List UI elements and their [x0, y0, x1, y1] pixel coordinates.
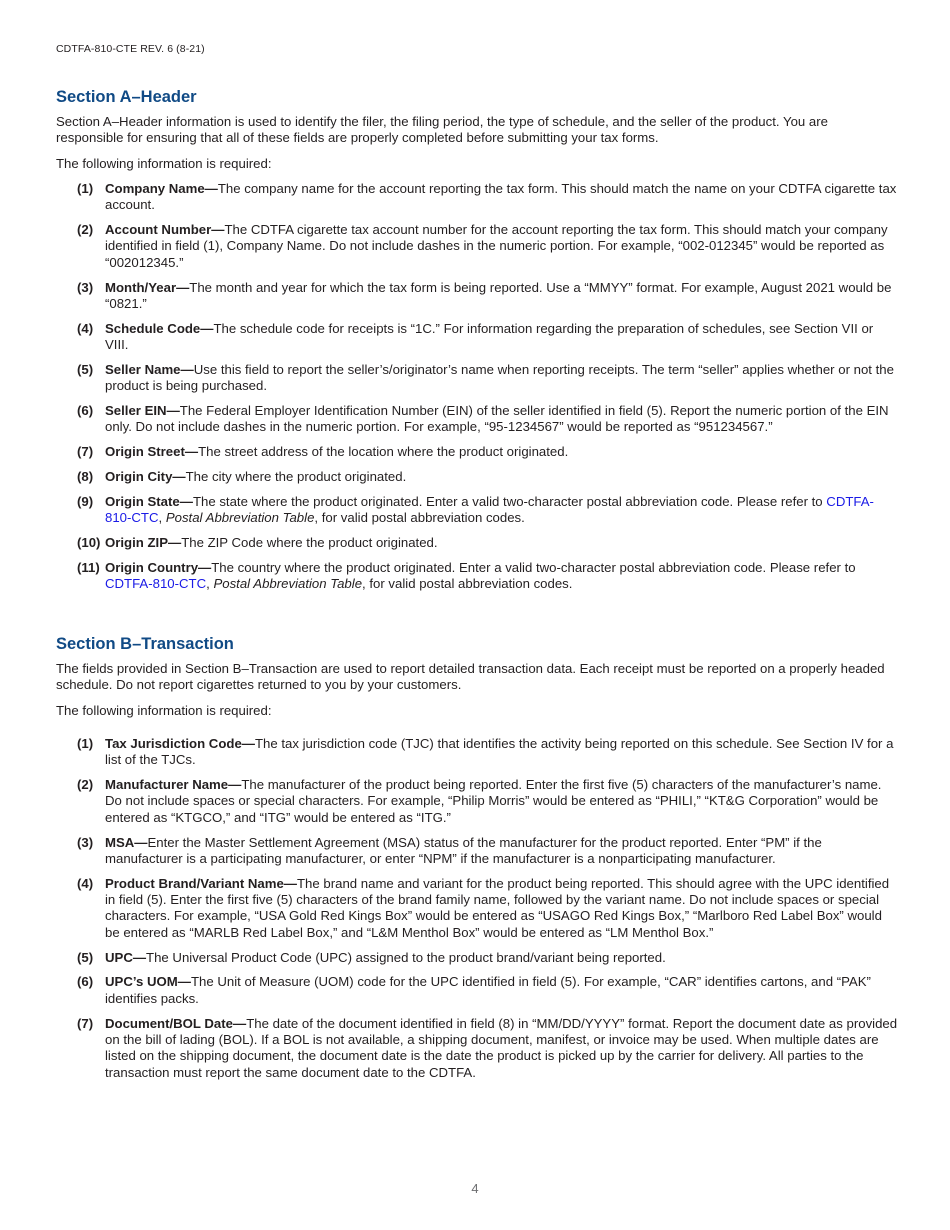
postal-abbreviation-table-ref: Postal Abbreviation Table — [165, 510, 315, 526]
field-origin-city — [56, 469, 898, 485]
field-number: (9) — [77, 494, 94, 510]
field-number: (4) — [77, 875, 94, 891]
field-term: Manufacturer Name— — [105, 777, 242, 793]
field-origin-state — [56, 494, 898, 527]
separator: , — [206, 576, 214, 592]
field-description: The ZIP Code where the product originated. — [181, 535, 438, 551]
field-description: The Unit of Measure (UOM) code for the UPC identified in field (5). For example, “CAR” identifies cartons, and “PAK” identifies packs. — [105, 974, 871, 1006]
field-description: The brand name and variant for the product being reported. This should agree with the UPC identified in field (5). Enter the first five (5) characters of the brand family name, followed by the variant name. Do not include spaces or special characters. For example, “USA Gold Red Kings Box” would be entered as “USAGO Red Kings Box,” “Marlboro Red Label Box” would be entered as “MARLB Red Label Box,” and “L&M Menthol Box” would be entered as “LM Menthol Box.” — [105, 875, 890, 940]
field-msa — [56, 835, 898, 868]
field-seller-name — [56, 362, 898, 395]
field-description: Use this field to report the seller’s/originator’s name when reporting receipts. The term “seller” applies whether or not the product is being purchased. — [105, 361, 894, 394]
field-number: (2) — [77, 222, 94, 238]
field-description: The schedule code for receipts is “1C.” For information regarding the preparation of schedules, see Section VII or VIII. — [105, 320, 874, 353]
cdtfa-810-ctc-link[interactable]: CDTFA-810-CTC — [105, 494, 874, 526]
field-description-end: , for valid postal abbreviation codes. — [362, 576, 573, 592]
field-description: The date of the document identified in field (8) in “MM/DD/YYYY” format. Report the document date as provided on the bill of lading (BOL). If a BOL is not available, a shipping document, manifest, or invoice may be used. When multiple dates are listed on the shipping document, the document date is the date the product is picked up by the carrier for delivery. All parties to the transaction must report the same document date to the CDTFA. — [105, 1015, 898, 1080]
field-tax-jurisdiction-code — [56, 736, 898, 769]
field-description: The street address of the location where the product originated. — [198, 444, 569, 460]
field-manufacturer-name — [56, 777, 898, 826]
field-description: The city where the product originated. — [185, 469, 407, 485]
field-term: Document/BOL Date— — [105, 1015, 247, 1031]
field-origin-zip — [56, 535, 898, 551]
field-description: The company name for the account reporting the tax form. This should match the name on your CDTFA cigarette tax account. — [105, 180, 897, 213]
field-number: (6) — [77, 403, 94, 419]
field-number: (1) — [77, 180, 94, 196]
field-number: (8) — [77, 469, 94, 485]
field-description: The month and year for which the tax form is being reported. Use a “MMYY” format. For example, August 2021 would be “0821.” — [105, 279, 892, 311]
section-a-field-list — [56, 181, 898, 593]
field-schedule-code — [56, 321, 898, 354]
field-description: The Universal Product Code (UPC) assigned to the product brand/variant being reported. — [146, 949, 666, 965]
field-term: Tax Jurisdiction Code— — [105, 735, 255, 751]
field-term: Account Number— — [105, 222, 225, 238]
field-number: (5) — [77, 949, 94, 965]
field-term: Product Brand/Variant Name— — [105, 875, 297, 891]
field-number: (2) — [77, 777, 94, 793]
separator: , — [158, 510, 166, 526]
field-upc — [56, 950, 898, 966]
field-upc-uom — [56, 974, 898, 1007]
page-number: 4 — [471, 1181, 479, 1196]
field-seller-ein — [56, 403, 898, 436]
field-term: Company Name— — [105, 180, 218, 196]
section-b-intro: The fields provided in Section B–Transaction are used to report detailed transaction data. Each receipt must be reported on a properly headed schedule. Do not report cigarettes returned to you by your customers. — [56, 661, 885, 693]
field-term: Origin Street— — [105, 444, 199, 460]
field-description: Enter the Master Settlement Agreement (MSA) status of the manufacturer for the product reported. Enter “PM” if the manufacturer is a participating manufacturer, or enter “NPM” if the manufacturer is a nonparticipating manufacturer. — [105, 834, 822, 866]
section-b-field-list — [56, 736, 898, 1081]
field-description: The manufacturer of the product being reported. Enter the first five (5) characters of the manufacturer’s name. Do not include spaces or special characters. For example, “Philip Morris” would be entered as “PHILI,” “KT&G Corporation” would be entered as “KTGCO,” and “ITG” would be entered as “ITG.” — [105, 777, 882, 825]
section-b-required: The following information is required: — [56, 702, 272, 718]
field-document-bol-date — [56, 1016, 898, 1081]
field-company-name — [56, 181, 898, 214]
field-term: MSA— — [105, 834, 148, 850]
field-term: Origin City— — [105, 469, 186, 485]
cdtfa-810-ctc-link[interactable]: CDTFA-810-CTC — [105, 576, 207, 592]
field-number: (6) — [77, 974, 94, 990]
field-number: (3) — [77, 834, 94, 850]
field-term: Origin Country— — [105, 560, 212, 576]
field-number: (11) — [77, 560, 100, 576]
field-number: (7) — [77, 444, 94, 460]
field-term: UPC— — [105, 949, 147, 965]
field-description: The Federal Employer Identification Number (EIN) of the seller identified in field (5). Report the numeric portion of the EIN only. Do not include dashes in the numeric portion. For example, “95-1234567” would be reported as “951234567.” — [105, 403, 889, 435]
postal-abbreviation-table-ref: Postal Abbreviation Table — [213, 576, 363, 592]
section-b — [56, 635, 898, 1089]
field-origin-country — [56, 560, 898, 593]
field-number: (3) — [77, 279, 94, 295]
field-number: (7) — [77, 1015, 94, 1031]
field-number: (1) — [77, 735, 94, 751]
field-description: The CDTFA cigarette tax account number for the account reporting the tax form. This should match your company identified in field (1), Company Name. Do not include dashes in the numeric portion. For example, “002-012345” would be reported as “002012345.” — [105, 222, 888, 270]
section-b-title: Section B–Transaction — [56, 635, 234, 653]
field-number: (10) — [77, 535, 101, 551]
field-term: Origin ZIP— — [105, 535, 182, 551]
field-term: Seller Name— — [105, 361, 194, 377]
section-a-required: The following information is required: — [56, 155, 272, 171]
section-a — [56, 88, 898, 601]
field-term: Seller EIN— — [105, 403, 180, 419]
section-a-intro: Section A–Header information is used to identify the filer, the filing period, the type of schedule, and the seller of the product. You are responsible for ensuring that all of these fields are properly completed before submitting your tax forms. — [56, 114, 828, 146]
field-account-number — [56, 222, 898, 271]
field-description: The tax jurisdiction code (TJC) that identifies the activity being reported on this schedule. See Section IV for a list of the TJCs. — [105, 735, 894, 768]
field-product-brand-variant — [56, 876, 898, 941]
field-month-year — [56, 280, 898, 313]
field-description: The country where the product originated. Enter a valid two-character postal abbreviation code. Please refer to — [211, 560, 856, 576]
field-term: Origin State— — [105, 494, 193, 510]
form-id: CDTFA-810-CTE REV. 6 (8-21) — [56, 43, 205, 55]
field-description-end: , for valid postal abbreviation codes. — [314, 510, 525, 526]
field-term: Schedule Code— — [105, 320, 214, 336]
field-description: The state where the product originated. Enter a valid two-character postal abbreviation code. Please refer to — [192, 494, 827, 510]
field-number: (4) — [77, 320, 94, 336]
field-number: (5) — [77, 361, 94, 377]
field-term: Month/Year— — [105, 279, 190, 295]
section-a-title: Section A–Header — [56, 88, 197, 106]
field-term: UPC’s UOM— — [105, 974, 191, 990]
field-origin-street — [56, 444, 898, 460]
